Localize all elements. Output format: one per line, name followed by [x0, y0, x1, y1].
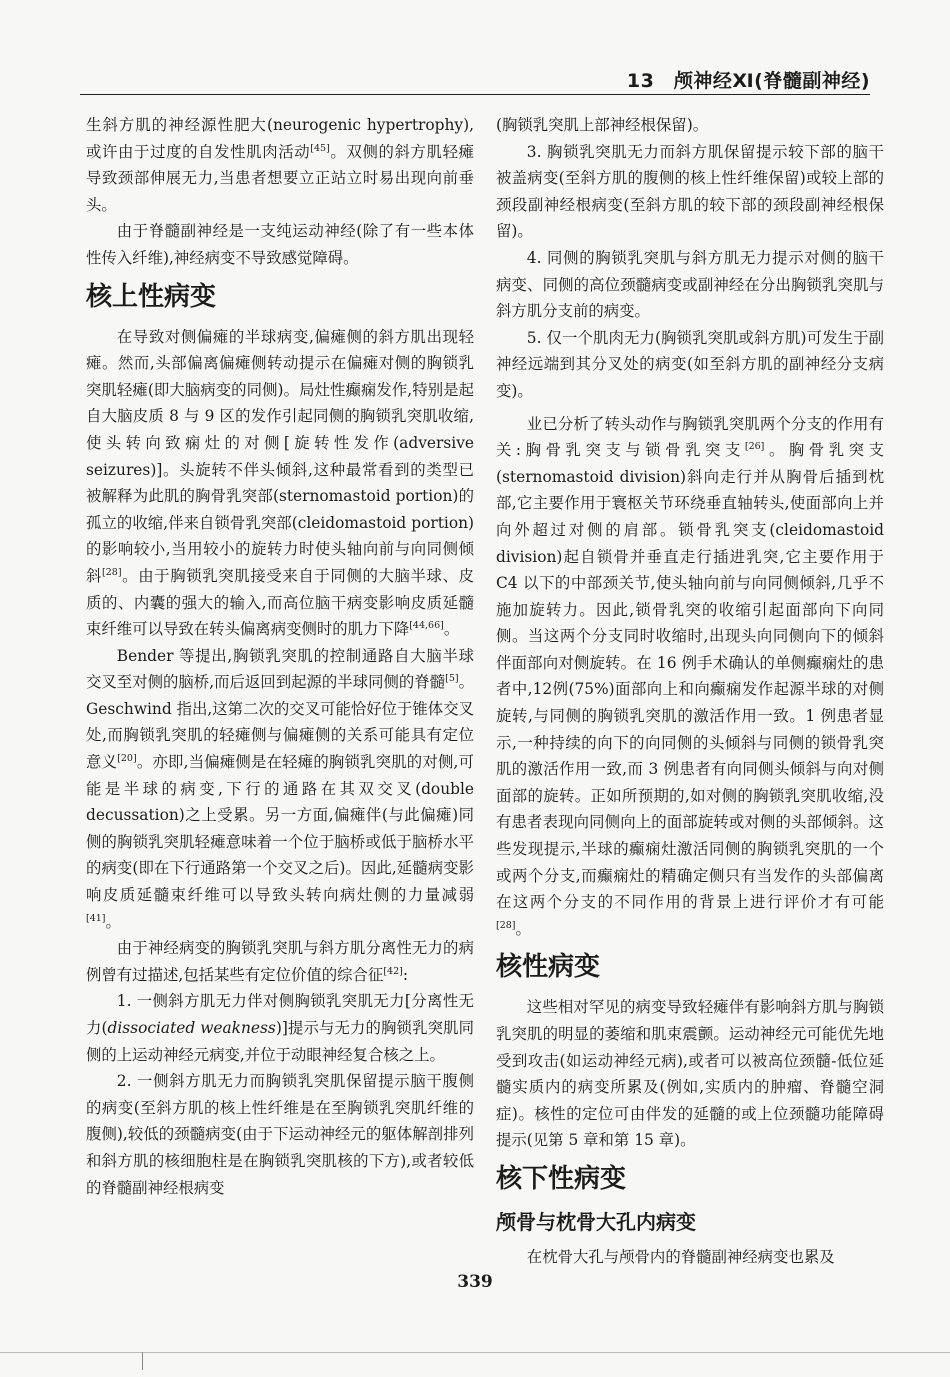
- list-item: 4. 同侧的胸锁乳突肌与斜方肌无力提示对侧的脑干病变、同侧的高位颈髓病变或副神经在分出胸锁乳突肌与斜方肌分支前的病变。: [496, 248, 884, 321]
- paragraph: 由于脊髓副神经是一支纯运动神经(除了有一些本体性传入纤维),神经病变不导致感觉障碍。: [86, 222, 474, 267]
- section-heading-infranuclear: 核下性病变: [496, 1163, 627, 1194]
- right-column: [496, 112, 884, 1271]
- list-item: 5. 仅一个肌肉无力(胸锁乳突肌或斜方肌)可发生于副神经远端到其分叉处的病变(如至斜方肌的副神经分支病变)。: [496, 328, 884, 400]
- chapter-title: 13 颅神经Ⅺ(脊髓副神经): [626, 70, 870, 92]
- crop-mark: [142, 1352, 143, 1370]
- paragraph: 业已分析了转头动作与胸锁乳突肌两个分支的作用有关:胸骨乳突支与锁骨乳突支[26]。胸骨乳突支(sternomastoid division)斜向走行并从胸骨后插到枕部,它主要作用于寰枢关节环绕垂直轴转头,使面部向上并向外超过对侧的肩部。锁骨乳突支(cleidomastoid division)起自锁骨并垂直走行插进乳突,它主要作用于 C4 以下的中部颈关节,使头轴向前与向同侧倾斜,几乎不施加旋转力。因此,锁骨乳突的收缩引起面部向下向同侧。当这两个分支同时收缩时,出现头向同侧向下的倾斜伴面部向对侧旋转。在 16 例手术确认的单侧癫痫灶的患者中,12例(75%)面部向上和向癫痫发作起源半球的对侧旋转,与同侧的胸锁乳突肌的激活作用一致。1 例患者显示,一种持续的向下的向同侧的头倾斜与同侧的锁骨乳突肌的激活作用一致,而 3 例患者有向同侧头倾斜与向对侧面部的旋转。正如所预期的,如对侧的胸锁乳突肌收缩,没有患者表现向同侧向上的面部旋转或对侧的头部倾斜。这些发现提示,半球的癫痫灶激活同侧的胸锁乳突肌的一个或两个分支,而癫痫灶的精确定侧只有当发作的头部偏离在这两个分支的不同作用的背景上进行评价才有可能[28]。: [496, 414, 884, 938]
- citation: [28]: [102, 566, 122, 578]
- citation: [41]: [86, 912, 106, 924]
- list-item: 2. 一侧斜方肌无力而胸锁乳突肌保留提示脑干腹侧的病变(至斜方肌的核上性纤维是在至胸锁乳突肌纤维的腹侧),较低的颈髓病变(由于下运动神经元的躯体解剖排列和斜方肌的核细胞柱是在胸锁乳突肌核的下方),或者较低的脊髓副神经根病变: [86, 1072, 474, 1197]
- section-heading-nuclear: 核性病变: [496, 952, 601, 983]
- list-item: 1. 一侧斜方肌无力伴对侧胸锁乳突肌无力[分离性无力(dissociated weakness)]提示与无力的胸锁乳突肌同侧的上运动神经元病变,并位于动眼神经复合核之上。: [86, 992, 474, 1064]
- running-header: [80, 64, 870, 95]
- page-number: 339: [457, 1272, 493, 1292]
- citation: [5]: [445, 673, 459, 685]
- citation: [42]: [383, 965, 403, 977]
- paragraph: 由于神经病变的胸锁乳突肌与斜方肌分离性无力的病例曾有过描述,包括某些有定位价值的综合征[42]:: [86, 939, 474, 984]
- subsection-heading-skull: 颅骨与枕骨大孔内病变: [496, 1209, 696, 1234]
- left-column: [86, 112, 474, 1201]
- paragraph: 生斜方肌的神经源性肥大(neurogenic hypertrophy),或许由于过度的自发性肌肉活动[45]。双侧的斜方肌轻瘫导致颈部伸展无力,当患者想要立正站立时易出现向前垂头。: [86, 116, 474, 214]
- paragraph: 在枕骨大孔与颅骨内的脊髓副神经病变也累及: [526, 1247, 835, 1266]
- section-heading-supranuclear: 核上性病变: [86, 281, 217, 312]
- paragraph: 这些相对罕见的病变导致轻瘫伴有影响斜方肌与胸锁乳突肌的明显的萎缩和肌束震颤。运动神经元可能优先地受到攻击(如运动神经元病),或者可以被高位颈髓-低位延髓实质内的病变所累及(例如,实质内的肿瘤、脊髓空洞症)。核性的定位可由伴发的延髓的或上位颈髓功能障碍提示(见第 5 章和第 15 章)。: [496, 998, 884, 1150]
- citation: [45]: [310, 142, 330, 154]
- citation: [20]: [117, 752, 137, 764]
- citation: [44,66]: [409, 619, 444, 631]
- paragraph: 在导致对侧偏瘫的半球病变,偏瘫侧的斜方肌出现轻瘫。然而,头部偏离偏瘫侧转动提示在偏瘫对侧的胸锁乳突肌轻瘫(即大脑病变的同侧)。局灶性癫痫发作,特别是起自大脑皮质 8 与 9 区的发作引起同侧的胸锁乳突肌收缩,使头转向致痫灶的对侧[旋转性发作(adversive seizures)]。头旋转不伴头倾斜,这种最常看到的类型已被解释为此肌的胸骨乳突部(sternomastoid portion)的孤立的收缩,伴来自锁骨乳突部(cleidomastoid portion)的影响较小,当用较小的旋转力时使头轴向前与向同侧倾斜[28]。由于胸锁乳突肌接受来自于同侧的大脑半球、皮质的、内囊的强大的输入,而高位脑干病变影响皮质延髓束纤维可以导致在转头偏离病变侧时的肌力下降[44,66]。: [86, 327, 474, 639]
- list-item: 3. 胸锁乳突肌无力而斜方肌保留提示较下部的脑干被盖病变(至斜方肌的腹侧的核上性纤维保留)或较上部的颈段副神经根病变(至斜方肌的较下部的颈段副神经根保留)。: [496, 142, 884, 241]
- citation: [28]: [496, 919, 516, 931]
- paragraph: Bender 等提出,胸锁乳突肌的控制通路自大脑半球交叉至对侧的脑桥,而后返回到起源的半球同侧的脊髓[5]。Geschwind 指出,这第二次的交叉可能恰好位于锥体交叉处,而胸锁乳突肌的轻瘫侧与偏瘫侧的关系可能具有定位意义[20]。亦即,当偏瘫侧是在轻瘫的胸锁乳突肌的对侧,可能是半球的病变,下行的通路在其双交叉(double decussation)之上受累。另一方面,偏瘫伴(与此偏瘫)同侧的胸锁乳突肌轻瘫意味着一个位于脑桥或低于脑桥水平的病变(即在下行通路第一个交叉之后)。因此,延髓病变影响皮质延髓束纤维可以导致头转向病灶侧的力量减弱[41]。: [86, 646, 474, 931]
- paragraph: (胸锁乳突肌上部神经根保留)。: [496, 116, 709, 134]
- citation: [26]: [744, 441, 765, 452]
